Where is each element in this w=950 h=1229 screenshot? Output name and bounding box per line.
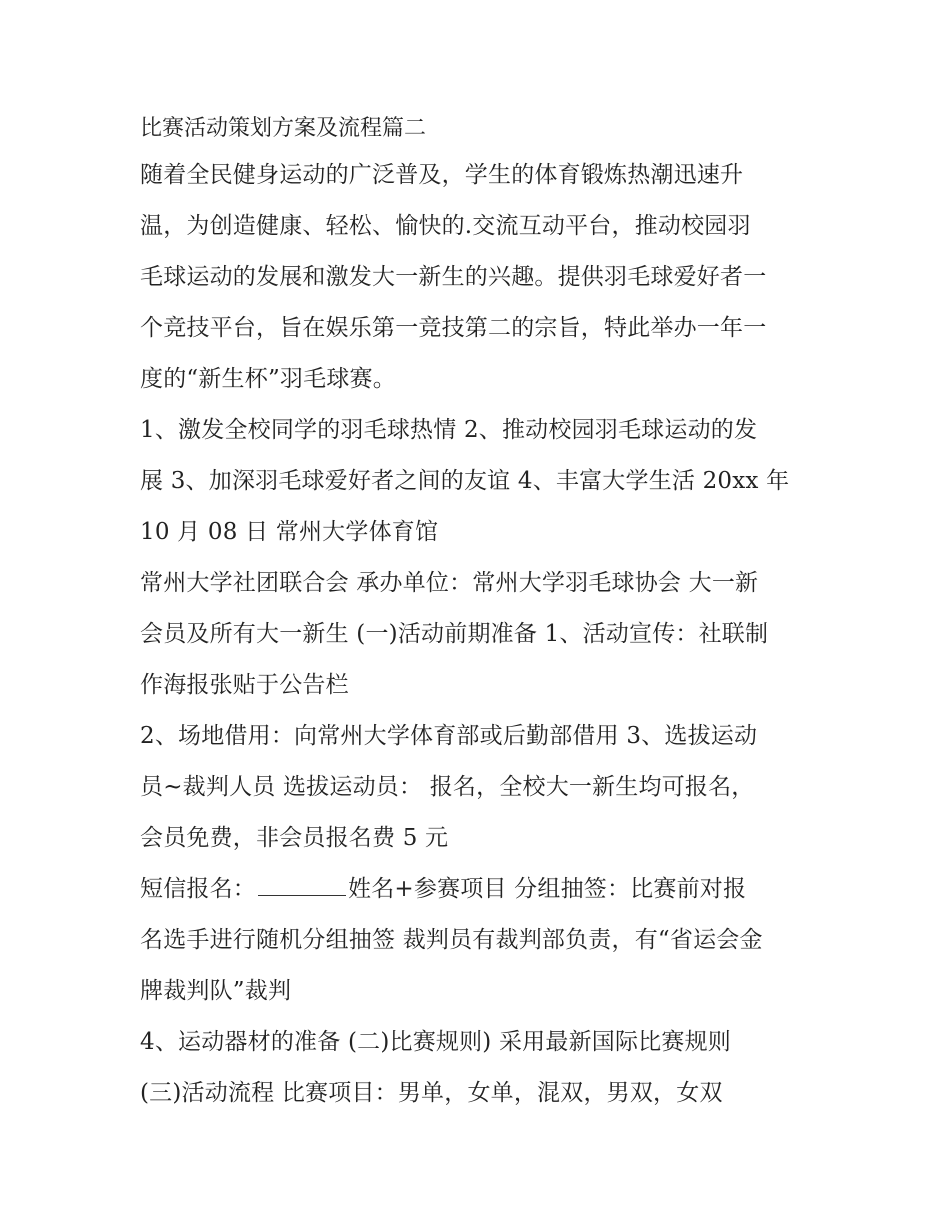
text-line: 度的“新生杯”羽毛球赛。 [140, 366, 396, 392]
text-line: 牌裁判队”裁判 [140, 978, 292, 1004]
text-line: 4、运动器材的准备 (二)比赛规则) 采用最新国际比赛规则 [140, 1029, 731, 1055]
document-title: 比赛活动策划方案及流程篇二 [140, 116, 427, 141]
sms-label: 短信报名： [140, 876, 256, 902]
text-line: 会员免费，非会员报名费 5 元 [140, 825, 449, 851]
text-line: 展 3、加深羽毛球爱好者之间的友谊 4、丰富大学生活 20xx 年 [140, 468, 790, 494]
text-line: 1、激发全校同学的羽毛球热情 2、推动校园羽毛球运动的发 [140, 417, 758, 443]
sms-detail: 姓名+参赛项目 分组抽签：比赛前对报 [348, 876, 747, 902]
text-line: 毛球运动的发展和激发大一新生的兴趣。提供羽毛球爱好者一 [140, 264, 767, 290]
text-line: 名选手进行随机分组抽签 裁判员有裁判部负责，有“省运会金 [140, 927, 763, 953]
fill-in-blank [258, 873, 346, 896]
text-line: 员~裁判人员 选拔运动员： 报名，全校大一新生均可报名， [140, 774, 755, 800]
text-line: 2、场地借用：向常州大学体育部或后勤部借用 3、选拔运动 [140, 723, 758, 749]
text-line: 温，为创造健康、轻松、愉快的.交流互动平台，推动校园羽 [140, 213, 751, 239]
text-line: 常州大学社团联合会 承办单位：常州大学羽毛球协会 大一新 [140, 570, 759, 596]
text-line: 作海报张贴于公告栏 [140, 672, 349, 698]
text-line: 个竞技平台，旨在娱乐第一竞技第二的宗旨，特此举办一年一 [140, 315, 767, 341]
document-body [140, 108, 820, 1119]
text-line: 10 月 08 日 常州大学体育馆 [140, 519, 439, 545]
text-line: 会员及所有大一新生 (一)活动前期准备 1、活动宣传：社联制 [140, 621, 769, 647]
text-line: (三)活动流程 比赛项目：男单，女单，混双，男双，女双 [140, 1080, 723, 1106]
text-line: 随着全民健身运动的广泛普及，学生的体育锻炼热潮迅速升 [140, 162, 744, 188]
sms-signup-line [140, 864, 820, 915]
